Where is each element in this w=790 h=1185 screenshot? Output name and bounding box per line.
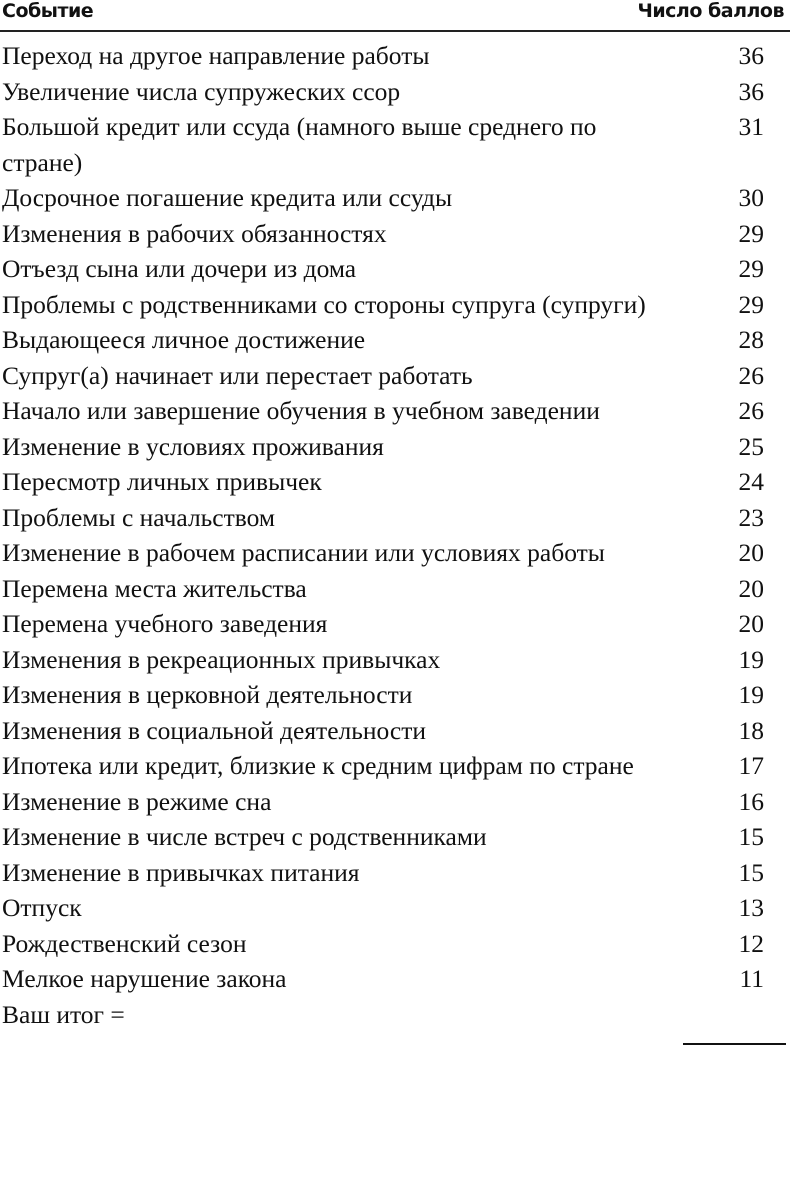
table-row xyxy=(0,109,790,180)
table-row xyxy=(0,784,790,820)
event-cell: Изменение в режиме сна xyxy=(2,786,272,816)
table-body xyxy=(0,38,790,1033)
event-cell: Рождественский сезон xyxy=(2,928,247,958)
score-cell: 11 xyxy=(739,964,764,993)
table-row xyxy=(0,642,790,678)
event-cell: Проблемы с начальством xyxy=(2,502,276,532)
score-cell: 13 xyxy=(738,893,764,922)
event-cell: Супруг(а) начинает или перестает работать xyxy=(2,360,473,390)
table-row xyxy=(0,500,790,536)
event-cell: Изменение в числе встреч с родственниками xyxy=(2,822,487,851)
table-row xyxy=(0,251,790,287)
score-cell: 26 xyxy=(738,360,764,390)
table-row xyxy=(0,677,790,713)
score-cell: 24 xyxy=(738,467,764,496)
table-row xyxy=(0,535,790,571)
event-cell: Изменения в рекреационных привычках xyxy=(2,644,441,674)
total-blank-line xyxy=(683,1043,786,1045)
header-event: Событие xyxy=(2,0,94,22)
score-cell: 19 xyxy=(738,680,764,709)
table-row xyxy=(0,216,790,252)
table-row xyxy=(0,358,790,394)
header-score: Число баллов xyxy=(637,0,784,22)
event-cell: Выдающееся личное достижение xyxy=(2,325,366,354)
table-row xyxy=(0,571,790,607)
score-cell: 15 xyxy=(738,857,764,887)
score-cell: 15 xyxy=(738,822,764,851)
table-row xyxy=(0,393,790,429)
score-cell: 28 xyxy=(738,325,764,354)
score-cell: 29 xyxy=(738,254,764,283)
table-row xyxy=(0,819,790,855)
event-cell: Изменения в рабочих обязанностях xyxy=(2,218,387,248)
event-cell: Ипотека или кредит, близкие к средним цифрам по стране xyxy=(2,751,634,780)
event-cell: Отъезд сына или дочери из дома xyxy=(2,254,357,283)
table-row xyxy=(0,606,790,642)
event-cell: Изменение в условиях проживания xyxy=(2,431,384,461)
table-row xyxy=(0,748,790,784)
table-row xyxy=(0,180,790,216)
score-cell: 31 xyxy=(738,112,764,141)
score-cell: 29 xyxy=(738,289,764,319)
table-row xyxy=(0,429,790,465)
table-row xyxy=(0,464,790,500)
event-cell: Изменения в церковной деятельности xyxy=(2,680,413,709)
score-cell: 30 xyxy=(738,183,764,212)
score-cell: 36 xyxy=(738,76,764,106)
score-cell: 36 xyxy=(738,41,764,70)
score-cell: 12 xyxy=(738,928,764,958)
event-cell: Изменение в рабочем расписании или условиях работы xyxy=(2,538,605,567)
total-row xyxy=(0,997,790,1033)
event-cell: Отпуск xyxy=(2,893,82,922)
table-row xyxy=(0,961,790,997)
event-cell: Увеличение числа супружеских ссор xyxy=(2,76,401,106)
event-cell: Большой кредит или ссуда (намного выше среднего по стране) xyxy=(2,112,597,177)
event-cell: Пересмотр личных привычек xyxy=(2,467,322,496)
score-cell: 29 xyxy=(738,218,764,248)
table-row xyxy=(0,855,790,891)
score-cell: 26 xyxy=(738,396,764,425)
score-cell: 18 xyxy=(738,715,764,745)
table-row xyxy=(0,713,790,749)
table-header xyxy=(0,0,790,32)
table-row xyxy=(0,38,790,74)
table-row xyxy=(0,287,790,323)
event-cell: Мелкое нарушение закона xyxy=(2,964,287,993)
event-cell: Переход на другое направление работы xyxy=(2,41,430,70)
event-cell: Перемена места жительства xyxy=(2,573,307,603)
total-label: Ваш итог = xyxy=(2,999,125,1029)
event-cell: Досрочное погашение кредита или ссуды xyxy=(2,183,453,212)
score-cell: 19 xyxy=(738,644,764,674)
event-cell: Перемена учебного заведения xyxy=(2,609,328,638)
table-row xyxy=(0,926,790,962)
table-row xyxy=(0,890,790,926)
table-row xyxy=(0,74,790,110)
event-cell: Изменения в социальной деятельности xyxy=(2,715,427,745)
table-row xyxy=(0,322,790,358)
event-cell: Проблемы с родственниками со стороны супруга (супруги) xyxy=(2,289,646,319)
score-cell: 23 xyxy=(738,502,764,532)
score-cell: 20 xyxy=(738,573,764,603)
event-cell: Начало или завершение обучения в учебном заведении xyxy=(2,396,600,425)
event-cell: Изменение в привычках питания xyxy=(2,857,360,887)
score-cell: 16 xyxy=(738,786,764,816)
score-cell: 17 xyxy=(738,751,764,780)
score-cell: 25 xyxy=(738,431,764,461)
score-cell: 20 xyxy=(738,538,764,567)
score-cell: 20 xyxy=(738,609,764,638)
